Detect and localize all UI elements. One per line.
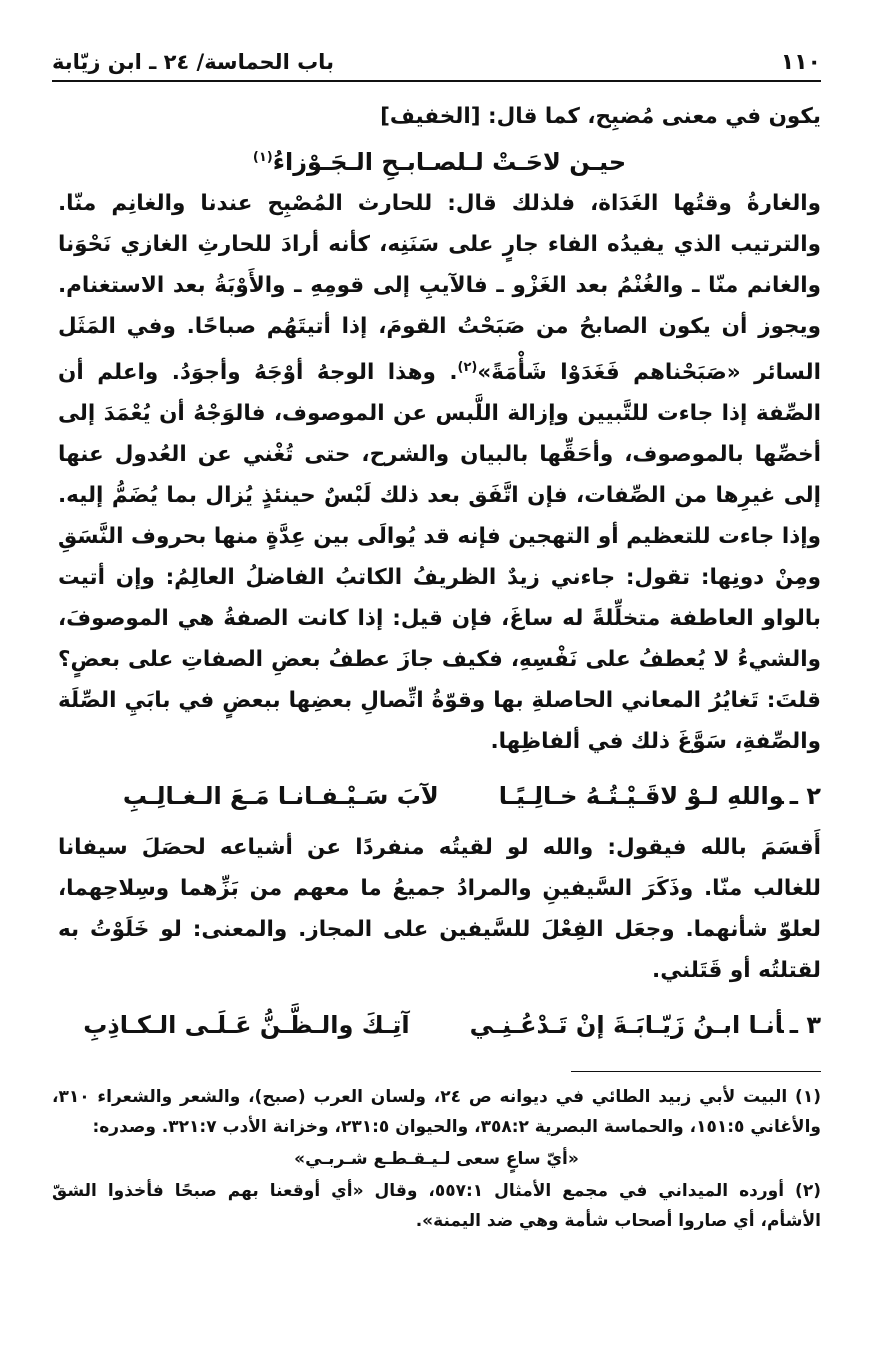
verse-3-number: ٣ ـ: [789, 1011, 821, 1040]
verse-fragment-text: حيـن لاحَـتْ لـلصـابـحِ الـجَـوْزاءُ: [272, 148, 627, 176]
footnote-2: (٢) أورده الميداني في مجمع الأمثال ٥٥٧:١، وقال «أي أوقعنا بهم صبحًا فأخذوا الشقّ الأشأم، أي صاروا أصحاب شأمة وهي ضد اليمنة».: [52, 1181, 821, 1231]
footnote-ref-1[interactable]: (١): [252, 150, 273, 165]
footnote-1: (١) البيت لأبي زبيد الطائي في ديوانه ص ٢٤، ولسان العرب (صبح)، والشعر والشعراء ٣١٠، والأغاني ١٥١:٥، والحماسة البصرية ٣٥٨:٢، والحيوان ٢٣١:٥، وخزانة الأدب ٣٢١:٧. وصدره:: [52, 1087, 821, 1137]
footnote-divider: [571, 1071, 821, 1072]
paragraph-1-continuation: . وهذا الوجهُ أوْجَهُ وأجوَدُ. واعلم أن الصِّفة إذا جاءت للتَّبيين وإزالة اللَّبس عن الموصوف، فالوَجْهُ أن يُعْمَدَ إلى أخصِّها بالموصوف، وأحَقِّها بالبيان والشرح، حتى تُغْني عن العُدول عنها إلى غيرِها من الصِّفات، فإن اتَّفَق بعد ذلك لَبْسٌ حينئذٍ يُزال بما يُضَمُّ إليه. وإذا جاءت للتعظيم أو التهجين فإنه قد يُوالَى بين عِدَّةٍ منها بحروف النَّسَقِ ومِنْ دونِها: تقول: جاءني زيدٌ الظريفُ الكاتبُ الفاضلُ العالِمُ: وإن أتيت بالواو العاطفة متخلِّلةً له ساغَ، فإن قيل: إذا كانت الصفةُ هي الموصوفَ، والشيءُ لا يُعطفُ على نَفْسِهِ، فكيف جازَ عطفُ بعضِ الصفاتِ على بعضٍ؟ قلتَ: تَغايُرُ المعاني الحاصلةِ بها وقوّةُ اتِّصالِ بعضِها ببعضٍ في بابَيِ الصِّلَة والصِّفةِ، سَوَّغَ ذلك في ألفاظِها.: [58, 360, 821, 755]
main-text: [58, 96, 821, 1056]
footnote-ref-2[interactable]: (٢): [457, 360, 478, 375]
verse-2-first-hemistich: [499, 776, 821, 817]
verse-2-second-hemistich: لآبَ سَـيْـفـانـا مَـعَ الـغـالِـبِ: [122, 782, 439, 811]
intro-line: يكون في معنى مُضبِح، كما قال: [الخفيف]: [380, 104, 821, 129]
page-header: [52, 44, 821, 82]
verse-3: [58, 1005, 821, 1046]
page-number: ١١٠: [780, 49, 821, 75]
verse-2: [58, 776, 821, 817]
verse-fragment: [58, 137, 821, 183]
verse-3-first-hemistich: [470, 1005, 821, 1046]
footnotes: [52, 1082, 821, 1236]
verse-2-number: ٢ ـ: [789, 782, 821, 811]
verse-3-second-hemistich: آتِـكَ والـظَّـنُّ عَـلَـى الـكـاذِبِ: [83, 1011, 410, 1040]
commentary-paragraph-2: أَقسَمَ بالله فيقول: والله لو لقيتُه منفردًا عن أشياعه لحصَلَ سيفانا للغالب منّا. وذَكَرَ السَّيفينِ والمرادُ جميعُ ما معهم من بَزِّهما وسِلاحِهما، لعلوّ شأنهما. وجعَل الفِعْلَ للسَّيفين على المجاز. والمعنى: لو خَلَوْتُ به لقتلتُه أو قَتَلني.: [58, 835, 821, 984]
paragraph-1-text: والغارةُ وقتُها الغَدَاة، فلذلك قال: للحارث المُصْبِح عندنا والغانِم منّا. والترتيب الذي يفيدُه الفاء جارٍ على سَنَنِه، كأنه أرادَ للحارثِ الغازي نَحْوَنا والغانم منّا ـ والغُنْمُ بعد الغَزْو ـ فالآيبِ إلى قومِهِ ـ والأَوْبَةُ بعد الاستغنام. ويجوز أن يكون الصابحُ من صَبَحْتُ القومَ، إذا أتيتَهُم صباحًا. وفي المَثَل السائر «صَبَحْناهم فَغَدَوْا شَأْمَةً»: [58, 191, 821, 386]
footnote-1-verse: «أيّ ساعٍ سعى لـيـقـطـع شـربـي»: [294, 1149, 579, 1169]
commentary-paragraph-1: [58, 183, 821, 762]
verse-3-a-text: أنـا ابـنُ زَيّـابَـةَ إنْ تَـدْعُـنِـي: [469, 1011, 784, 1040]
verse-2-a-text: واللهِ لـوْ لاقَـيْـتُـهُ خـالِـيًـا: [498, 782, 784, 811]
running-title: باب الحماسة/ ٢٤ ـ ابن زيّابة: [52, 50, 334, 74]
